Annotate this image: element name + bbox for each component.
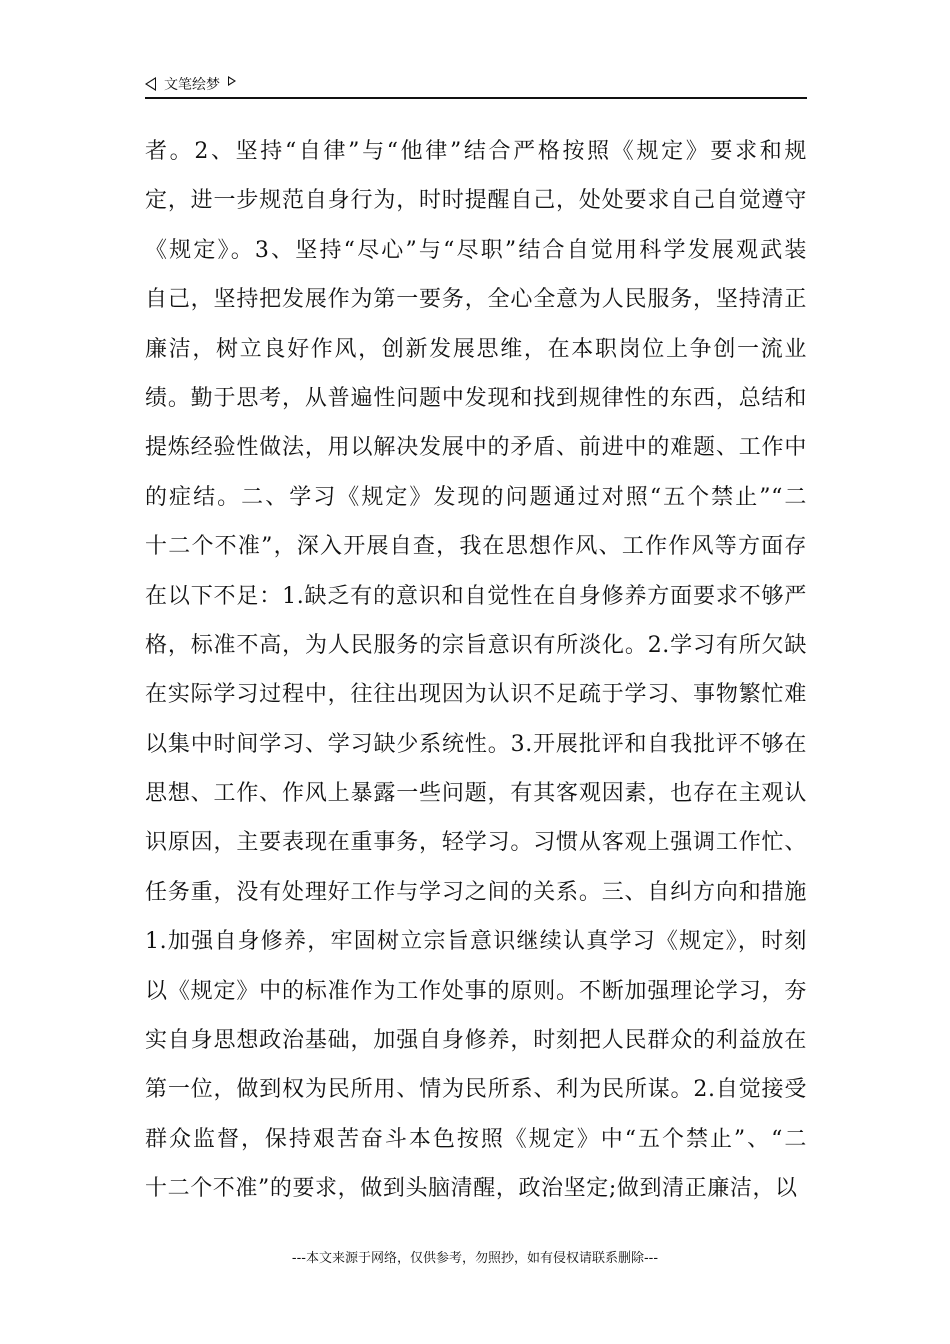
body-line: 格，标准不高，为人民服务的宗旨意识有所淡化。2.学习有所欠缺 xyxy=(145,632,807,658)
body-line: 识原因，主要表现在重事务，轻学习。习惯从客观上强调工作忙、 xyxy=(145,830,807,856)
body-line: 第一位，做到权为民所用、情为民所系、利为民所谋。2.自觉接受 xyxy=(145,1077,807,1103)
body-line: 思想、工作、作风上暴露一些问题，有其客观因素，也存在主观认 xyxy=(145,781,807,807)
body-line: 群众监督，保持艰苦奋斗本色按照《规定》中“五个禁止”、“二 xyxy=(145,1126,807,1152)
header-brand: 文笔绘梦 xyxy=(164,77,220,93)
body-line: 的症结。二、学习《规定》发现的问题通过对照“五个禁止”“二 xyxy=(145,484,807,510)
body-line: 《规定》。3、坚持“尽心”与“尽职”结合自觉用科学发展观武装 xyxy=(145,237,807,263)
body-line: 以《规定》中的标准作为工作处事的原则。不断加强理论学习，夯 xyxy=(145,978,807,1004)
body-line: 绩。勤于思考，从普遍性问题中发现和找到规律性的东西，总结和 xyxy=(145,385,807,411)
body-line: 者。2、坚持“自律”与“他律”结合严格按照《规定》要求和规 xyxy=(145,139,807,164)
body-line: 定，进一步规范自身行为，时时提醒自己，处处要求自己自觉遵守 xyxy=(145,188,807,214)
body-line: 任务重，没有处理好工作与学习之间的关系。三、自纠方向和措施 xyxy=(145,879,807,905)
triangle-left-icon xyxy=(145,77,156,91)
body-line: 在实际学习过程中，往往出现因为认识不足疏于学习、事物繁忙难 xyxy=(145,682,807,708)
footer-disclaimer: ---本文来源于网络，仅供参考，勿照抄，如有侵权请联系删除--- xyxy=(291,1251,659,1266)
body-line: 十二个不准”的要求，做到头脑清醒，政治坚定;做到清正廉洁，以 xyxy=(145,1176,798,1202)
body-line: 提炼经验性做法，用以解决发展中的矛盾、前进中的难题、工作中 xyxy=(145,435,807,461)
body-line: 在以下不足：1.缺乏有的意识和自觉性在自身修养方面要求不够严 xyxy=(145,583,807,609)
body-line: 廉洁，树立良好作风，创新发展思维，在本职岗位上争创一流业 xyxy=(145,336,807,362)
body-line: 十二个不准”，深入开展自查，我在思想作风、工作作风等方面存 xyxy=(145,534,807,560)
body-line: 1.加强自身修养，牢固树立宗旨意识继续认真学习《规定》，时刻 xyxy=(145,929,807,955)
body-line: 实自身思想政治基础，加强自身修养，时刻把人民群众的利益放在 xyxy=(145,1028,807,1054)
triangle-right-icon xyxy=(228,76,236,86)
header-divider xyxy=(145,97,807,99)
page-header xyxy=(145,70,807,98)
document-body xyxy=(145,134,807,1221)
body-line: 以集中时间学习、学习缺少系统性。3.开展批评和自我批评不够在 xyxy=(145,731,807,757)
body-line: 自己，坚持把发展作为第一要务，全心全意为人民服务，坚持清正 xyxy=(145,287,807,313)
